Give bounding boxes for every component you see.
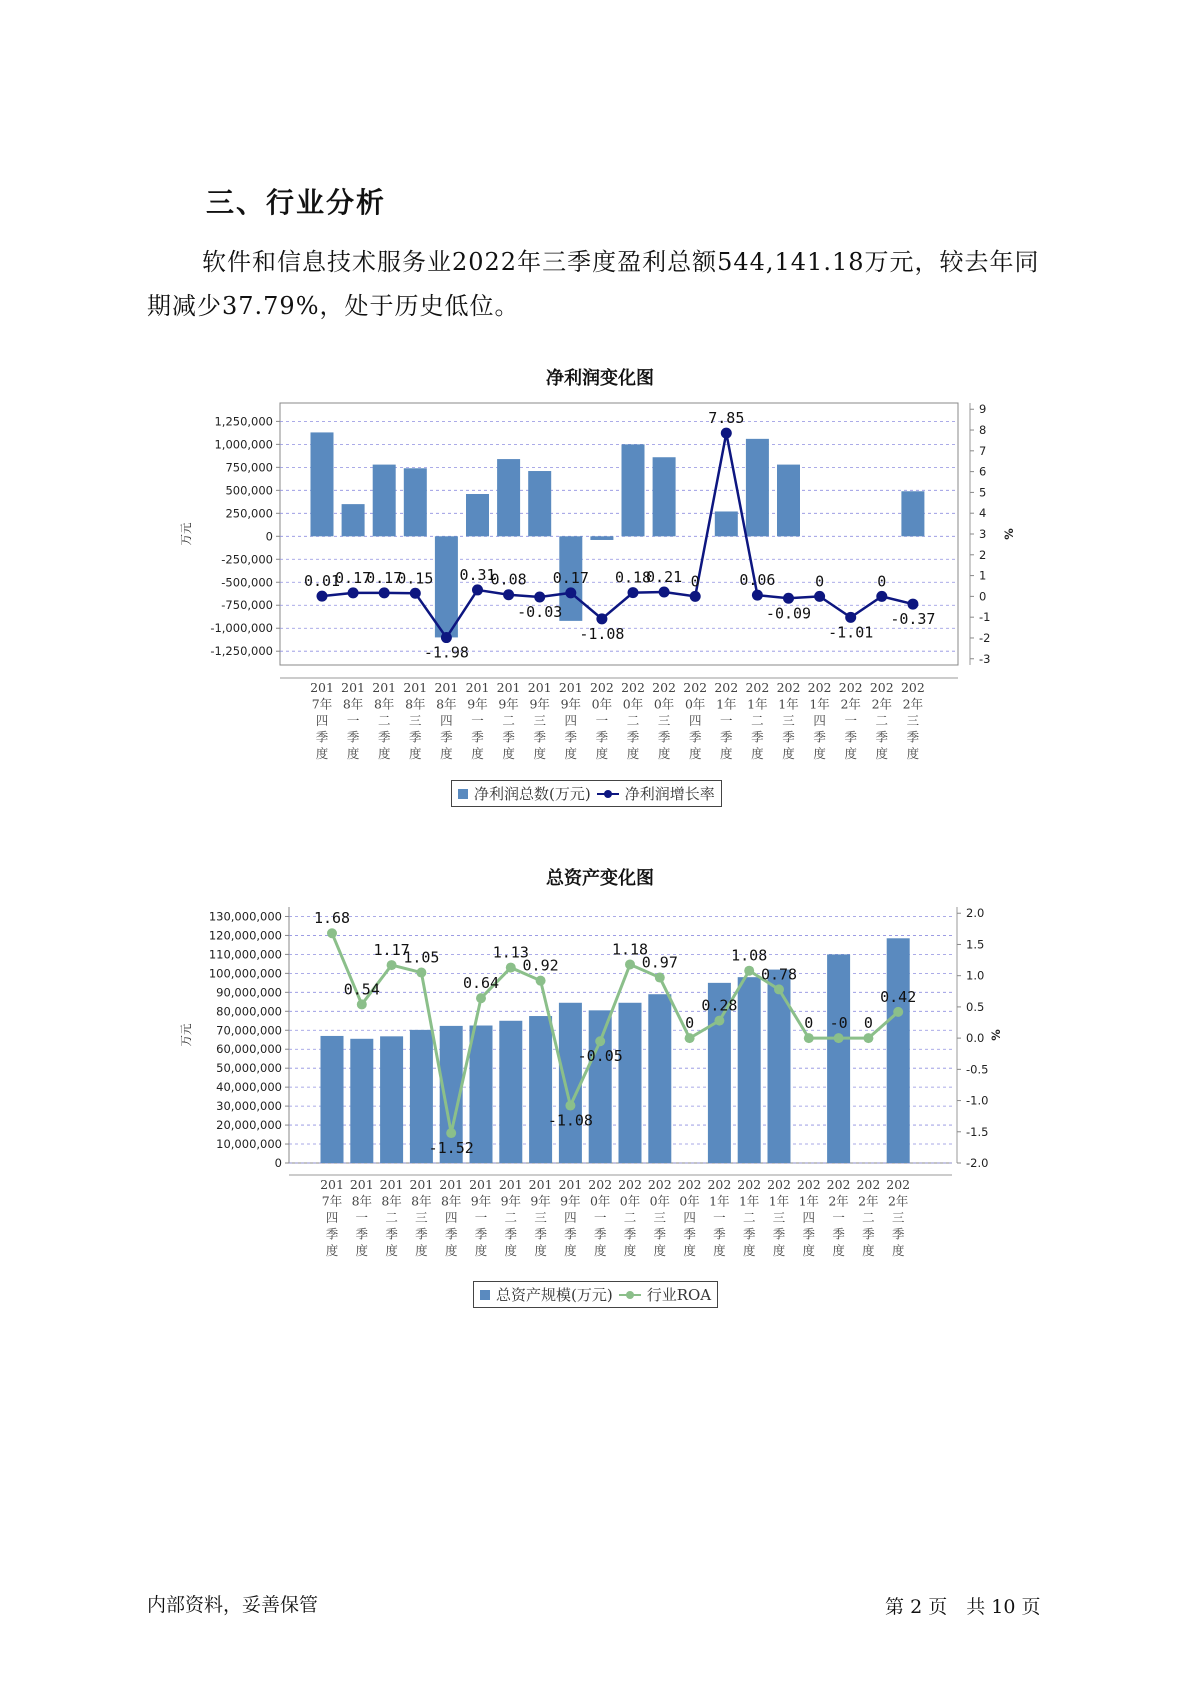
line-point — [744, 966, 754, 976]
page-mid: 页 共 — [928, 1596, 986, 1618]
category-label: 202 0年三季度 — [652, 680, 677, 761]
line-point — [348, 587, 359, 598]
bar — [622, 444, 645, 536]
total-assets-chart-title: 总资产变化图 — [546, 868, 654, 889]
bar — [321, 1036, 344, 1163]
legend-bar-label: 净利润总数(万元) — [474, 785, 591, 803]
y-tick-label: 100,000,000 — [208, 966, 282, 981]
y2-tick-label: 2 — [979, 547, 987, 562]
line-point — [685, 1033, 695, 1043]
summary-paragraph: 软件和信息技术服务业2022年三季度盈利总额544,141.18万元，较去年同期减少37.79%，处于历史低位。 — [147, 248, 1040, 320]
y2-tick-label: -0.5 — [966, 1062, 989, 1077]
data-label: 0.28 — [701, 996, 738, 1015]
line-point — [503, 589, 514, 600]
bar-swatch-icon — [458, 789, 468, 799]
line-point — [536, 976, 546, 986]
y-tick-label: 0 — [265, 529, 273, 544]
y-tick-label: 750,000 — [225, 460, 273, 475]
category-label: 202 0年四季度 — [683, 680, 708, 761]
y-tick-label: 250,000 — [225, 506, 273, 521]
data-label: 1.13 — [492, 943, 529, 962]
data-label: 0.21 — [646, 568, 683, 587]
line-point — [327, 928, 337, 938]
data-label: -0 — [829, 1014, 848, 1033]
line-point — [834, 1033, 844, 1043]
y-tick-label: 40,000,000 — [216, 1080, 282, 1095]
line-point — [506, 963, 516, 973]
data-label: 0 — [877, 572, 887, 591]
category-label: 201 9年四季度 — [558, 1177, 583, 1258]
y2-tick-label: 7 — [979, 443, 987, 458]
data-label: 0.18 — [614, 568, 652, 587]
y-tick-label: 90,000,000 — [216, 985, 282, 1000]
data-label: -0.05 — [577, 1047, 623, 1066]
category-label: 201 7年四季度 — [320, 1177, 344, 1258]
category-label: 201 8年四季度 — [434, 680, 459, 761]
y2-tick-label: -2.0 — [966, 1156, 989, 1170]
category-label: 202 1年一季度 — [714, 680, 739, 761]
y-tick-label: -1,000,000 — [210, 621, 273, 636]
category-label: 202 0年四季度 — [677, 1177, 702, 1258]
bar — [311, 432, 334, 536]
bar — [619, 1003, 642, 1163]
category-label: 202 1年三季度 — [767, 1177, 791, 1258]
bar — [589, 1010, 612, 1163]
data-label: 0.31 — [459, 565, 496, 584]
line-point — [876, 591, 887, 602]
line-point — [655, 973, 665, 983]
category-label: 202 1年四季度 — [796, 1177, 821, 1258]
line-point — [596, 613, 607, 624]
category-label: 202 0年三季度 — [647, 1177, 672, 1258]
data-label: 0.78 — [760, 965, 798, 984]
data-label: 1.18 — [611, 940, 649, 959]
data-label: -0.09 — [765, 604, 812, 623]
category-label: 201 9年一季度 — [465, 680, 490, 761]
category-label: 201 9年二季度 — [496, 680, 521, 761]
category-label: 202 1年二季度 — [737, 1177, 762, 1258]
data-label: -1.98 — [423, 643, 469, 662]
total-assets-chart — [0, 895, 1191, 1315]
y-tick-label: 20,000,000 — [216, 1118, 282, 1133]
bar — [559, 1003, 582, 1163]
category-label: 202 0年二季度 — [621, 680, 645, 761]
bar — [435, 536, 458, 637]
line-point — [387, 960, 397, 970]
line-point — [845, 612, 856, 623]
line-point — [814, 591, 825, 602]
y2-tick-label: 6 — [979, 464, 987, 479]
y2-tick-label: -2 — [979, 630, 991, 645]
line-point — [714, 1016, 724, 1026]
y-tick-label: 50,000,000 — [216, 1061, 282, 1076]
line-point — [565, 1101, 575, 1111]
bar-swatch-icon — [480, 1290, 490, 1300]
category-label: 202 0年一季度 — [588, 1177, 613, 1258]
y-tick-label: -750,000 — [221, 598, 273, 613]
net-profit-chart — [0, 395, 1191, 815]
data-label: -0.37 — [890, 610, 936, 629]
data-label: 1.08 — [731, 946, 768, 965]
bar — [746, 439, 769, 536]
data-label: 0.92 — [522, 956, 559, 975]
line-marker-icon — [597, 788, 619, 800]
category-label: 202 2年二季度 — [869, 680, 894, 761]
y2-tick-label: -1 — [979, 610, 991, 625]
bar — [342, 504, 365, 536]
line-point — [446, 1128, 456, 1138]
data-label: 0.42 — [880, 987, 917, 1006]
data-label: 0 — [863, 1014, 873, 1033]
bar — [590, 536, 613, 540]
data-label: 0 — [690, 572, 700, 591]
data-label: 0 — [685, 1014, 695, 1033]
data-label: 0.54 — [343, 980, 380, 999]
data-label: 0.17 — [335, 568, 372, 587]
y2-tick-label: 5 — [979, 485, 987, 500]
y-tick-label: 120,000,000 — [208, 928, 282, 943]
line-point — [752, 590, 763, 601]
y-tick-label: 500,000 — [225, 483, 273, 498]
category-label: 201 8年一季度 — [341, 680, 366, 761]
category-label: 201 9年三季度 — [527, 680, 552, 761]
legend-line-label: 行业ROA — [646, 1286, 712, 1304]
category-label: 201 8年二季度 — [379, 1177, 404, 1258]
y-tick-label: -1,250,000 — [210, 644, 273, 659]
line-point — [774, 984, 784, 994]
data-label: 1.05 — [403, 948, 440, 967]
bar — [653, 457, 676, 536]
total-assets-legend — [473, 1281, 718, 1308]
page-prefix: 第 — [885, 1596, 905, 1618]
page-current: 2 — [910, 1596, 923, 1618]
category-label: 202 0年二季度 — [618, 1177, 642, 1258]
y-axis-label: 万元 — [179, 1023, 193, 1047]
category-label: 201 9年二季度 — [498, 1177, 523, 1258]
category-label: 202 0年一季度 — [589, 680, 614, 761]
bar — [373, 465, 396, 537]
legend-bar-label: 总资产规模(万元) — [496, 1286, 613, 1304]
line-point — [379, 587, 390, 598]
line-point — [441, 632, 452, 643]
line-point — [893, 1007, 903, 1017]
data-label: -0.03 — [517, 603, 563, 622]
y-tick-label: 10,000,000 — [216, 1137, 282, 1152]
y2-tick-label: 0.0 — [966, 1031, 985, 1046]
section-heading: 三、行业分析 — [206, 186, 387, 219]
y2-tick-label: 3 — [979, 527, 987, 541]
y2-tick-label: -1.0 — [966, 1093, 989, 1108]
bar — [648, 994, 671, 1163]
category-label: 201 8年二季度 — [372, 680, 397, 761]
data-label: 0.17 — [366, 568, 403, 587]
data-label: 1.17 — [373, 941, 410, 960]
category-label: 202 1年二季度 — [745, 680, 770, 761]
bar — [768, 970, 791, 1163]
line-point — [472, 584, 483, 595]
data-label: 0.08 — [490, 570, 527, 589]
bar — [715, 511, 738, 536]
line-point — [476, 993, 486, 1003]
line-point — [907, 599, 918, 610]
y2-tick-label: 9 — [979, 402, 987, 417]
bar — [827, 954, 850, 1163]
data-label: -1.01 — [828, 623, 874, 642]
line-point — [625, 959, 635, 969]
line-point — [595, 1036, 605, 1046]
y-tick-label: -500,000 — [221, 575, 273, 590]
line-point — [534, 592, 545, 603]
legend-line-label: 净利润增长率 — [624, 785, 715, 803]
y-tick-label: 70,000,000 — [216, 1023, 282, 1038]
data-label: 0.01 — [303, 572, 341, 591]
category-label: 202 1年三季度 — [776, 680, 801, 761]
category-label: 202 2年一季度 — [826, 1177, 851, 1258]
bar — [738, 977, 761, 1163]
data-label: -1.08 — [579, 624, 625, 643]
footer-confidential: 内部资料，妥善保管 — [147, 1594, 319, 1616]
y-tick-label: 60,000,000 — [216, 1042, 282, 1057]
line-point — [357, 999, 367, 1009]
category-label: 202 2年二季度 — [856, 1177, 881, 1258]
category-label: 201 8年四季度 — [439, 1177, 464, 1258]
data-label: 0.64 — [462, 974, 500, 993]
line-point — [410, 588, 421, 599]
bar — [466, 494, 489, 536]
data-label: -1.08 — [547, 1111, 593, 1130]
y-tick-label: 110,000,000 — [208, 947, 282, 962]
category-label: 202 2年三季度 — [900, 680, 925, 761]
bar — [528, 471, 551, 536]
page-total: 10 — [991, 1596, 1016, 1618]
y-tick-label: 0 — [274, 1156, 282, 1170]
data-label: 0.15 — [397, 569, 434, 588]
y2-axis-label: % — [989, 1029, 1003, 1041]
data-label: 0.97 — [641, 953, 678, 972]
y2-axis-label: % — [1002, 528, 1016, 540]
line-point — [863, 1033, 873, 1043]
bar — [380, 1036, 403, 1163]
bar — [777, 465, 800, 537]
data-label: 0.06 — [739, 571, 776, 590]
bar — [499, 1021, 522, 1163]
line-marker-icon — [619, 1289, 641, 1301]
footer-page-number — [885, 1592, 1041, 1619]
category-label: 202 1年四季度 — [807, 680, 832, 761]
category-label: 201 9年三季度 — [528, 1177, 553, 1258]
line-point — [690, 591, 701, 602]
category-label: 201 8年三季度 — [409, 1177, 434, 1258]
net-profit-legend — [451, 780, 722, 807]
line-point — [628, 587, 639, 598]
data-label: 1.68 — [313, 909, 351, 928]
line-point — [721, 428, 732, 439]
data-label: 0 — [815, 572, 825, 591]
category-label: 201 8年三季度 — [403, 680, 428, 761]
category-label: 202 1年一季度 — [707, 1177, 732, 1258]
y2-tick-label: 2.0 — [966, 906, 985, 921]
data-label: 0 — [804, 1014, 814, 1033]
y2-tick-label: 0 — [979, 589, 987, 604]
net-profit-chart-title: 净利润变化图 — [546, 368, 654, 389]
y2-tick-label: 1.5 — [966, 937, 985, 952]
bar — [901, 491, 924, 536]
y2-tick-label: 0.5 — [966, 999, 985, 1014]
y-tick-label: 130,000,000 — [208, 909, 282, 924]
y2-tick-label: 1 — [979, 568, 987, 583]
data-label: 0.17 — [552, 568, 589, 587]
bar — [529, 1016, 552, 1163]
category-label: 201 9年一季度 — [469, 1177, 493, 1258]
data-label: -1.52 — [428, 1139, 474, 1158]
y-tick-label: 80,000,000 — [216, 1004, 282, 1019]
category-label: 202 2年一季度 — [838, 680, 863, 761]
y2-tick-label: 1.0 — [966, 968, 985, 983]
data-label: 7.85 — [708, 409, 745, 428]
y-tick-label: 1,250,000 — [214, 414, 273, 429]
category-label: 201 9年四季度 — [558, 680, 583, 761]
page-suffix: 页 — [1021, 1596, 1041, 1618]
y2-tick-label: 4 — [979, 506, 987, 521]
category-label: 201 7年四季度 — [310, 680, 334, 761]
bar — [404, 468, 427, 536]
category-label: 202 2年三季度 — [886, 1177, 911, 1258]
line-point — [416, 968, 426, 978]
y2-tick-label: -3 — [979, 651, 991, 666]
bar — [350, 1039, 373, 1163]
y-axis-label: 万元 — [179, 522, 193, 546]
y2-tick-label: -1.5 — [966, 1124, 989, 1139]
bar — [887, 938, 910, 1163]
bar — [497, 459, 520, 536]
category-label: 201 8年一季度 — [349, 1177, 374, 1258]
y-tick-label: 1,000,000 — [214, 437, 273, 452]
y-tick-label: 30,000,000 — [216, 1099, 282, 1114]
line-point — [804, 1033, 814, 1043]
line-point — [317, 591, 328, 602]
y2-tick-label: 8 — [979, 423, 987, 438]
line-point — [783, 593, 794, 604]
line-point — [659, 587, 670, 598]
line-point — [565, 587, 576, 598]
y-tick-label: -250,000 — [221, 552, 273, 567]
